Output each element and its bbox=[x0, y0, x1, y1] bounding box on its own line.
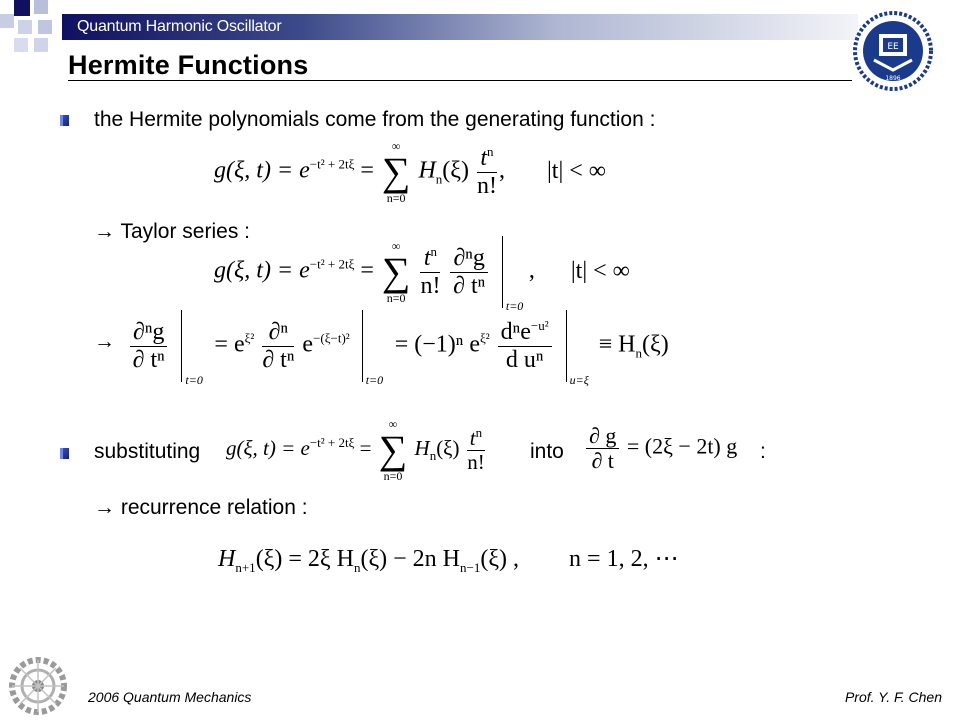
eq-gen-exp: −t² + 2tξ bbox=[309, 156, 355, 172]
svg-text:EE: EE bbox=[887, 42, 899, 52]
footer-author: Prof. Y. F. Chen bbox=[844, 689, 942, 705]
eq-abs-t: |t| < ∞ bbox=[546, 157, 606, 184]
partial-derivative-equation: $\frac{\partial g}{\partial t}$ = (2ξ − 2t) g bbox=[584, 424, 737, 473]
generating-function-equation: g(ξ, $t) = e^{-t^2 + 2t\xi}$ = ∞ ∑ n=0 $H_n(\xi)$ $\frac{t^n}{n!}$ , |t| < ∞ bbox=[214, 139, 606, 205]
into-label: into bbox=[530, 440, 564, 463]
taylor-equation: g(ξ, $t) = e^{-t^2 + 2t\xi}$ = ∞ ∑ n=0 $\frac{t^n}{n!}$ $\frac{\text{∂ⁿg}}{\text{∂ tⁿ}}$ t=0 , |t| < ∞ bbox=[214, 236, 630, 308]
course-banner-text: Quantum Harmonic Oscillator bbox=[77, 18, 282, 35]
corner-squares-decoration bbox=[0, 0, 70, 60]
gear-emblem-icon bbox=[4, 652, 72, 720]
footer-course: 2006 Quantum Mechanics bbox=[88, 689, 252, 705]
arrow-marker: → bbox=[94, 330, 115, 353]
recurrence-label: → recurrence relation : bbox=[94, 496, 308, 519]
substituting-label: substituting bbox=[94, 440, 201, 463]
recurrence-relation-equation: $H_{n+1}(\xi) = 2\xi$ $H_n(\xi) - 2n$ $H_{n-1}(\xi)$ , n = 1, 2, ⋯ bbox=[218, 546, 679, 575]
summation-symbol: ∞ ∑ n=0 bbox=[381, 139, 411, 205]
slide-title: Hermite Functions bbox=[68, 50, 309, 80]
bullet-generating-function: the Hermite polynomials come from the generating function : bbox=[94, 108, 656, 131]
hermite-derivative-equation: $\frac{\text{∂ⁿg}}{\text{∂ tⁿ}}$ t=0 = $e^{\xi^2}$ $\frac{\text{∂ⁿ}}{\text{∂ tⁿ}}$ $e^{-(\xi-t)^2}$ t=0 = (−1)ⁿ $e^{\xi^2}$ $\frac{d^ne^{-u^2}}{\text{d uⁿ}}$ u=ξ ≡ $H_n(\xi)$ bbox=[128, 310, 669, 382]
taylor-series-label: → Taylor series : bbox=[94, 220, 250, 243]
svg-text:1896: 1896 bbox=[885, 75, 901, 82]
title-underline bbox=[68, 80, 852, 81]
bullet-marker bbox=[60, 115, 69, 126]
bullet-marker bbox=[60, 448, 69, 459]
evaluation-bar: t=0 bbox=[502, 236, 503, 308]
substituted-generating-function: g(ξ, $t) = e^{-t^2 + 2t\xi}$ = ∞ ∑ n=0 $H_n(\xi)$ $\frac{t^n}{n!}$ bbox=[226, 417, 485, 483]
eq-gen-lhs: g(ξ, t) = e bbox=[214, 157, 310, 184]
university-seal-logo bbox=[852, 10, 934, 92]
colon-label: : bbox=[760, 440, 766, 463]
